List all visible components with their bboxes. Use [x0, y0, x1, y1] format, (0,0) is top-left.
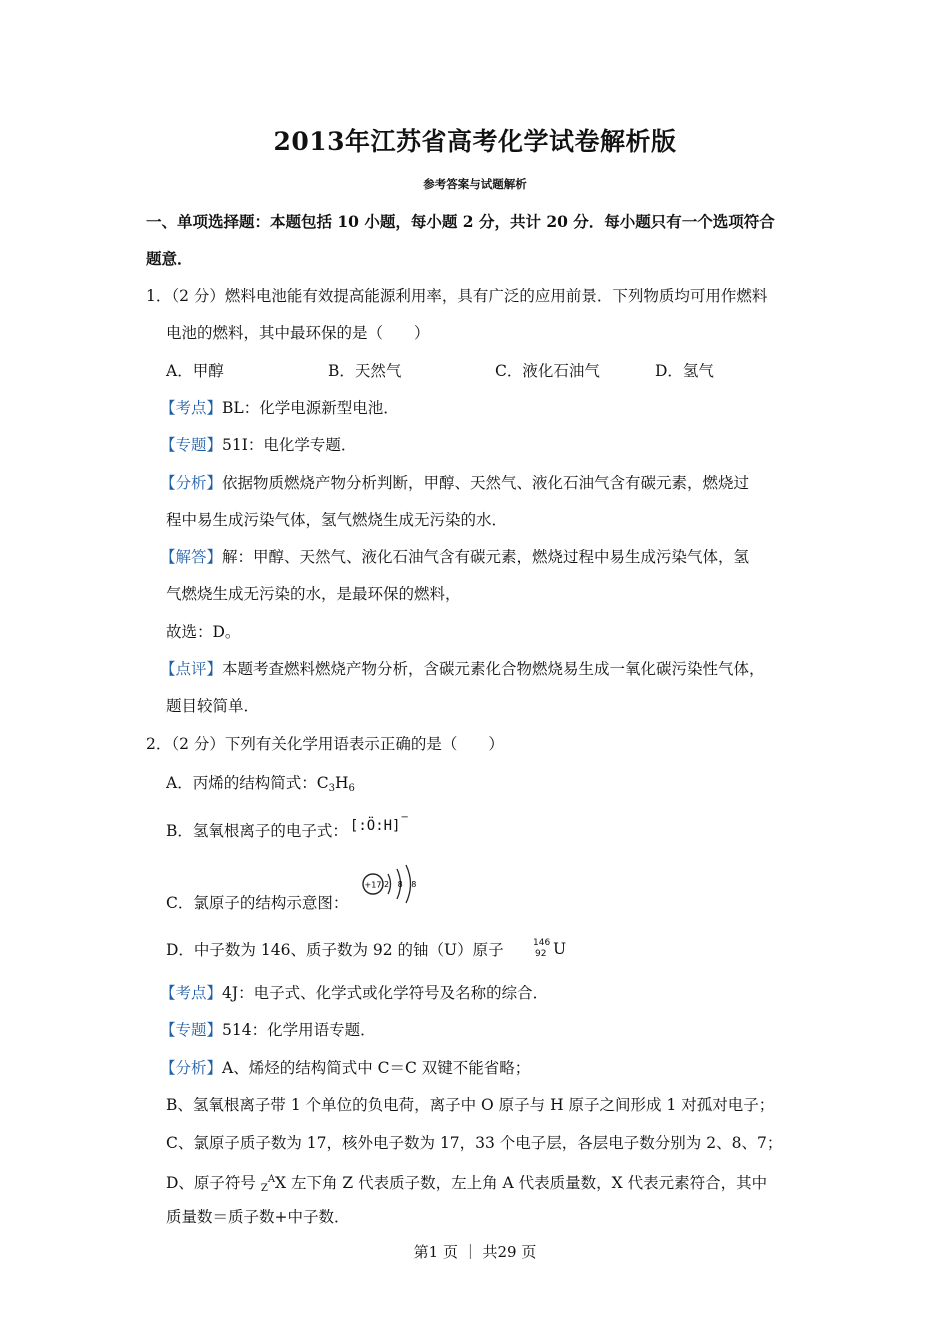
fenxi-text: D、原子符号 — [166, 1174, 261, 1192]
superscript-a: A — [267, 1174, 276, 1185]
q1-zhuanti — [160, 435, 356, 455]
q2-fenxi-line2: B、氢氧根离子带 1 个单位的负电荷，离子中 O 原子与 H 原子之间形成 1 对孤对电子； — [166, 1096, 775, 1114]
element-symbol: U — [553, 940, 567, 958]
chlorine-atom-diagram — [360, 862, 420, 906]
q1-jieda-line3: 故选：D。 — [166, 623, 241, 641]
fenxi-text: X 左下角 Z 代表质子数，左上角 A 代表质量数，X 代表元素符合，其中 — [275, 1174, 768, 1192]
q2-zhuanti — [160, 1020, 376, 1040]
q2-option-b-text: B．氢氧根离子的电子式： — [166, 822, 348, 840]
q2-kaodian — [160, 983, 548, 1003]
atomic-number: 92 — [535, 949, 547, 959]
fenxi-tag: 【分析】 — [160, 474, 223, 492]
hydroxide-electron-formula: [:Ö:H] — [349, 818, 401, 834]
zhuanti-text: 514：化学用语专题． — [222, 1021, 376, 1039]
q1-option-a: A．甲醇 — [166, 362, 224, 380]
q2-option-a — [166, 773, 355, 799]
ion-charge: − — [400, 812, 409, 823]
q2-fenxi-line1 — [160, 1058, 530, 1078]
kaodian-text: BL：化学电源新型电池． — [222, 399, 399, 417]
subscript-z: Z — [260, 1183, 268, 1194]
q2-stem: 2．（2 分）下列有关化学用语表示正确的是（ ） — [146, 735, 504, 753]
q1-kaodian — [160, 398, 399, 418]
q1-fenxi-line2: 程中易生成污染气体，氢气燃烧生成无污染的水． — [166, 511, 508, 529]
dianping-text: 本题考查燃料燃烧产物分析，含碳元素化合物燃烧易生成一氧化碳污染性气体， — [222, 660, 765, 678]
q2-fenxi-line4 — [166, 1170, 767, 1199]
q2-option-c — [166, 893, 348, 913]
q2-option-a-text: A．丙烯的结构简式：C — [166, 774, 329, 792]
kaodian-tag: 【考点】 — [160, 399, 223, 417]
shell-electron-counts: 2 8 8 — [384, 880, 420, 889]
q1-jieda-line1 — [160, 547, 749, 567]
page-footer: 第1 页 ｜ 共29 页 — [413, 1243, 537, 1261]
zhuanti-text: 51I：电化学专题． — [222, 436, 357, 454]
page-subtitle: 参考答案与试题解析 — [423, 177, 527, 191]
subscript: 6 — [348, 783, 355, 794]
kaodian-tag: 【考点】 — [160, 984, 223, 1002]
fenxi-tag: 【分析】 — [160, 1059, 223, 1077]
section-heading-line2: 题意． — [146, 249, 193, 268]
q1-option-b: B．天然气 — [328, 362, 402, 380]
q1-dianping-line1 — [160, 659, 765, 679]
q1-option-d: D．氢气 — [655, 362, 714, 380]
page-title: 2013年江苏省高考化学试卷解析版 — [273, 127, 677, 156]
zhuanti-tag: 【专题】 — [160, 1021, 223, 1039]
q2-option-b — [166, 812, 409, 842]
q1-jieda-line2: 气燃烧生成无污染的水，是最环保的燃料， — [166, 585, 461, 603]
q2-option-d — [166, 940, 504, 960]
q1-option-c: C．液化石油气 — [495, 362, 600, 380]
q1-fenxi-line1 — [160, 473, 749, 493]
section-heading-line1: 一、单项选择题：本题包括 10 小题，每小题 2 分，共计 20 分．每小题只有一个选项符合 — [146, 212, 775, 231]
uranium-isotope-symbol — [533, 938, 573, 964]
q2-option-c-text: C．氯原子的结构示意图： — [166, 894, 349, 912]
jieda-text: 解：甲醇、天然气、液化石油气含有碳元素，燃烧过程中易生成污染气体，氢 — [222, 548, 750, 566]
q1-stem-line2: 电池的燃料，其中最环保的是（ ） — [166, 324, 430, 342]
zhuanti-tag: 【专题】 — [160, 436, 223, 454]
nucleus-label: +17 — [364, 880, 382, 890]
q2-fenxi-line3: C、氯原子质子数为 17，核外电子数为 17，33 个电子层，各层电子数分别为 2、8、7； — [166, 1134, 783, 1152]
dianping-tag: 【点评】 — [160, 660, 223, 678]
kaodian-text: 4J：电子式、化学式或化学符号及名称的综合． — [222, 984, 549, 1002]
subscript: 3 — [328, 783, 335, 794]
jieda-tag: 【解答】 — [160, 548, 223, 566]
q1-dianping-line2: 题目较简单． — [166, 697, 260, 715]
q1-stem-line1: 1．（2 分）燃料电池能有效提高能源利用率，具有广泛的应用前景．下列物质均可用作燃料 — [146, 287, 768, 305]
mass-number: 146 — [533, 938, 551, 948]
fenxi-text: A、烯烃的结构简式中 C＝C 双键不能省略； — [222, 1059, 531, 1077]
q2-fenxi-line5: 质量数＝质子数+中子数． — [166, 1208, 350, 1226]
q2-option-a-h: H — [334, 774, 349, 792]
fenxi-text: 依据物质燃烧产物分析判断，甲醇、天然气、液化石油气含有碳元素，燃烧过 — [222, 474, 750, 492]
q2-option-d-text: D．中子数为 146、质子数为 92 的铀（U）原子 — [166, 941, 504, 959]
